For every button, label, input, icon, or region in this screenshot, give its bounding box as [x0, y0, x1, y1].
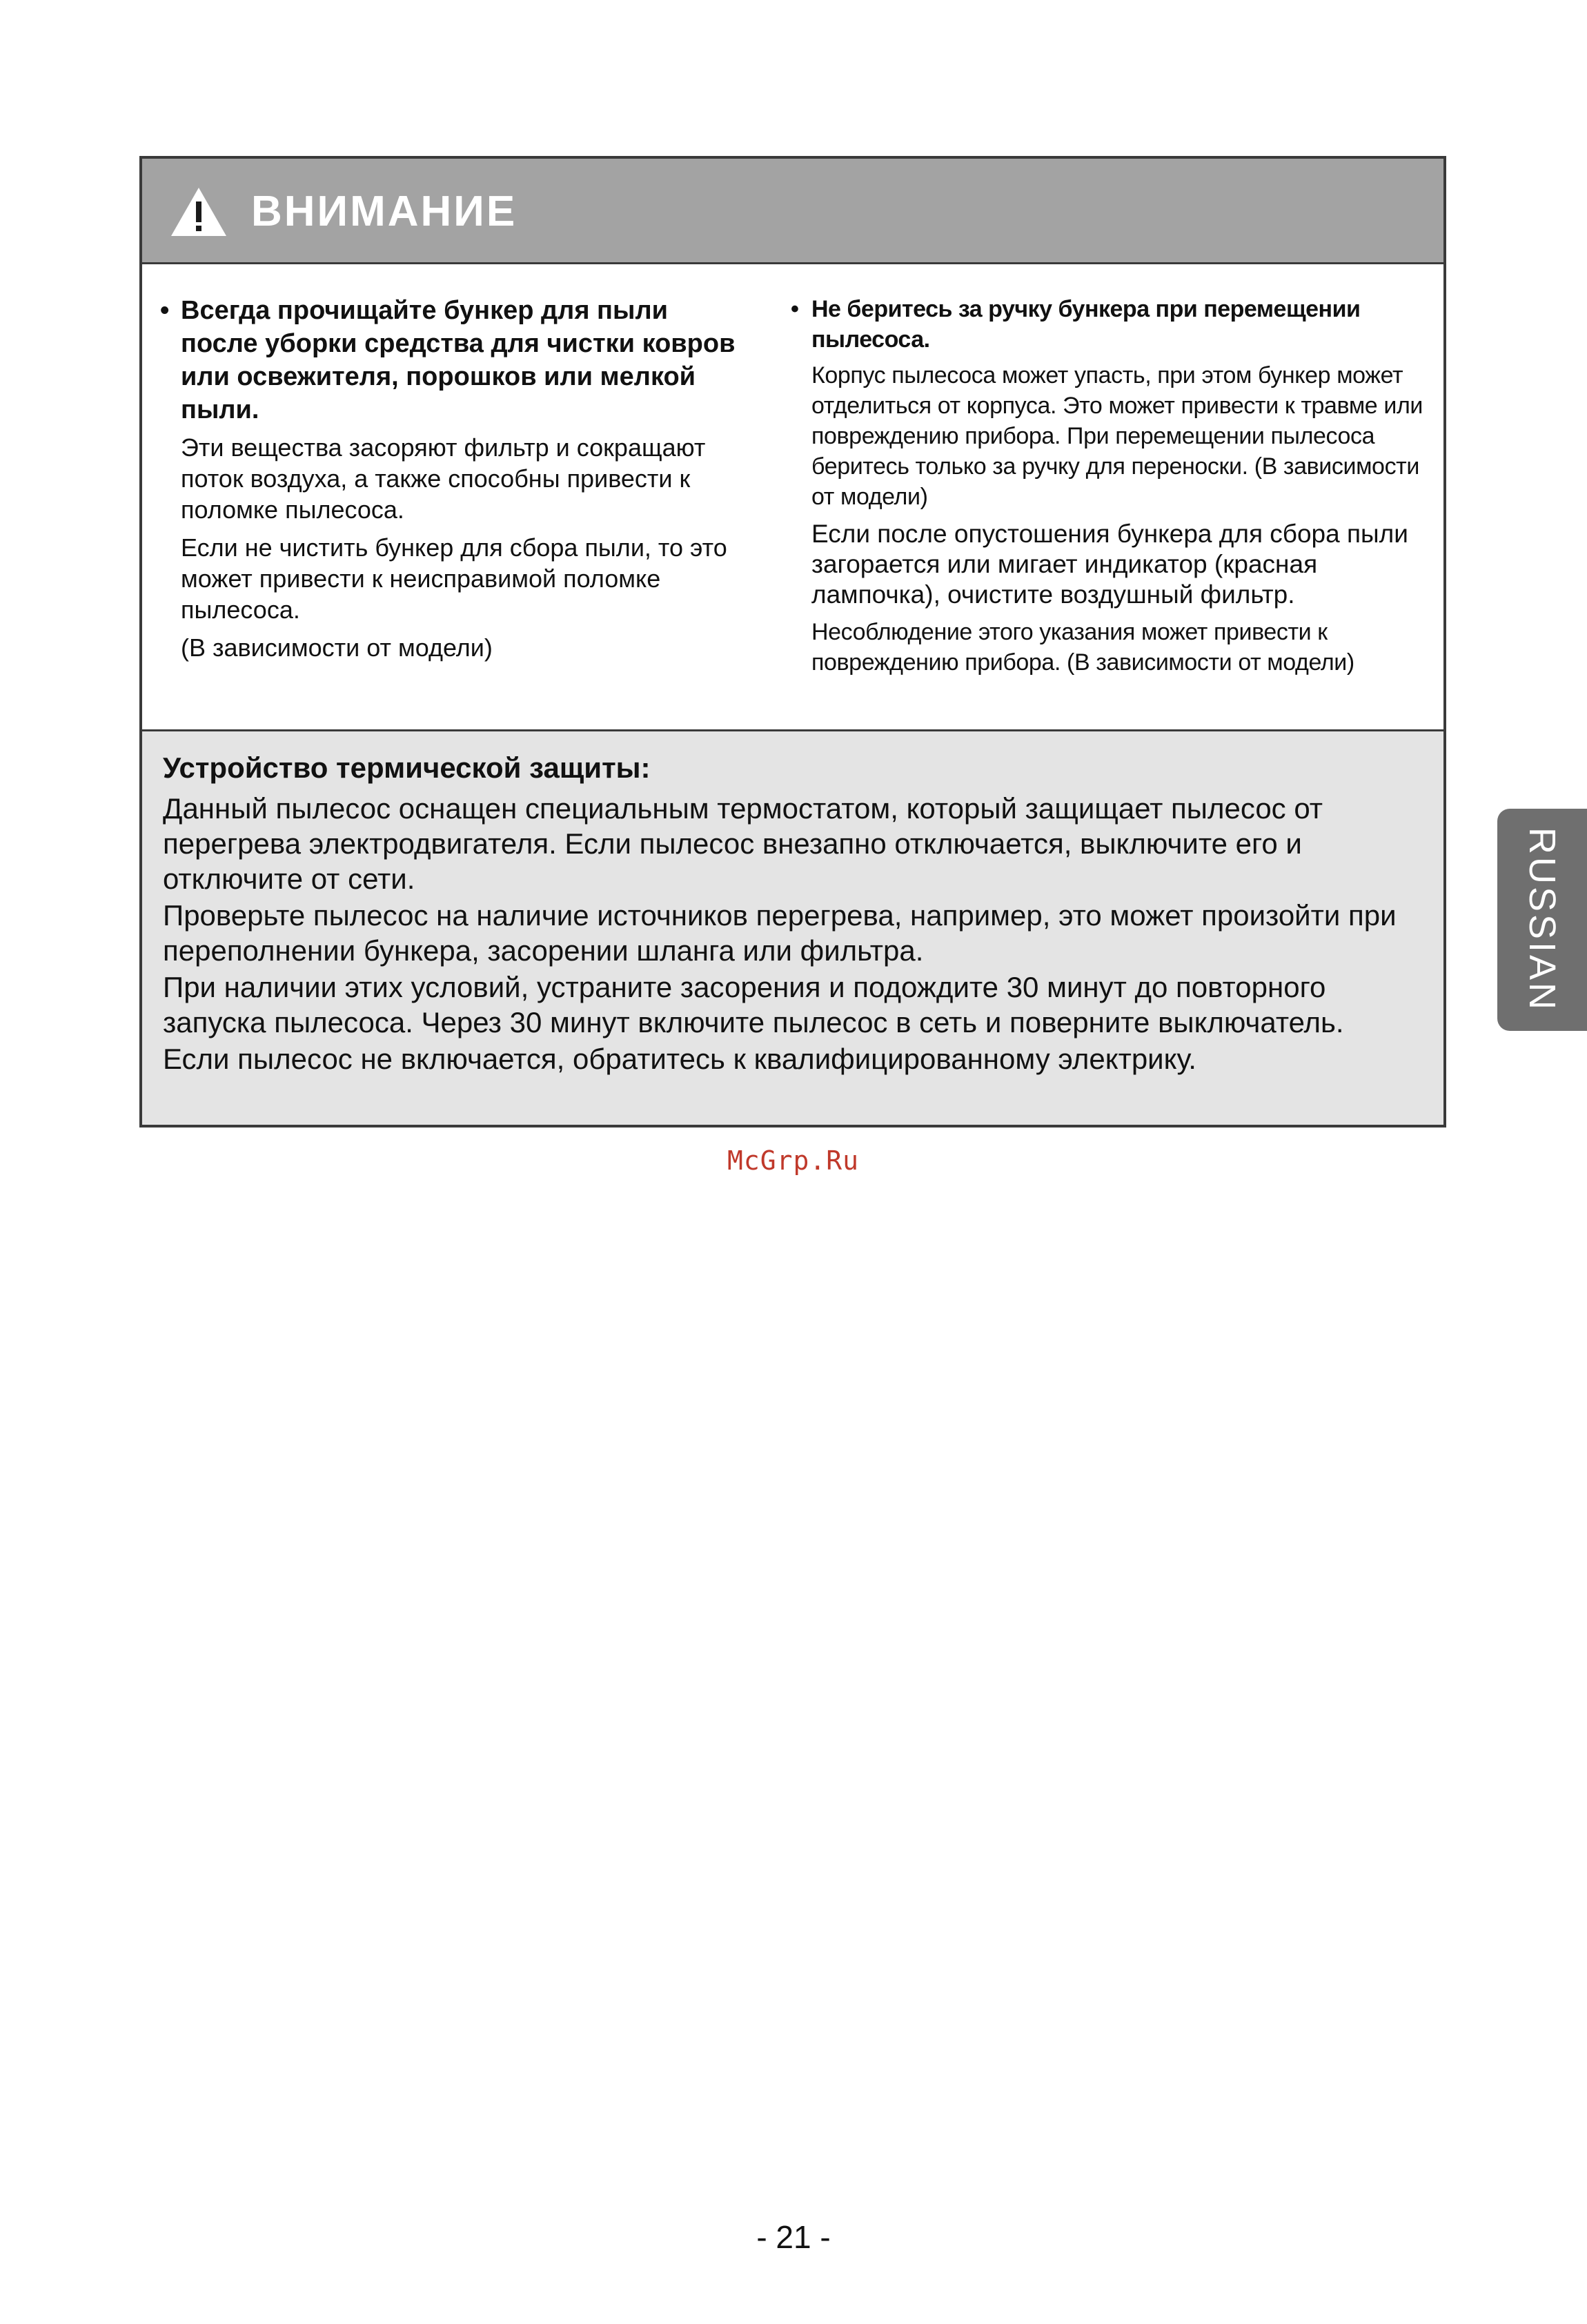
warning-left-paragraph: (В зависимости от модели)	[181, 633, 493, 662]
warning-left-paragraph: Если не чистить бункер для сбора пыли, то это может привести к неисправимой поломке пылесоса.	[181, 533, 727, 624]
language-tab-label: RUSSIAN	[1521, 827, 1563, 1013]
warning-right-paragraph: Корпус пылесоса может упасть, при этом бункер может отделиться от корпуса. Это может привести к травме или повреждению прибора. При перемещении пылесоса беритесь только за ручку для переноски. (В зависимости от модели)	[811, 362, 1423, 510]
bullet-icon: •	[160, 296, 170, 325]
warning-box	[139, 156, 1446, 1127]
thermal-paragraph: При наличии этих условий, устраните засорения и подождите 30 минут до повторного запуска пылесоса. Через 30 минут включите пылесос в сеть и поверните выключатель.	[163, 971, 1344, 1038]
watermark-link[interactable]: McGrp.Ru	[727, 1145, 860, 1176]
warning-right-heading: • Не беритесь за ручку бункера при перемещении пылесоса.	[791, 294, 1439, 355]
thermal-title: Устройство термической защиты:	[163, 751, 651, 784]
warning-header	[142, 159, 1443, 264]
language-tab	[1497, 809, 1587, 1031]
warning-left-paragraph: Эти вещества засоряют фильтр и сокращают поток воздуха, а также способны привести к поломке пылесоса.	[181, 433, 706, 524]
thermal-paragraph: Данный пылесос оснащен специальным термостатом, который защищает пылесос от перегрева электродвигателя. Если пылесос внезапно отключается, выключите его и отключите от сети.	[163, 792, 1323, 895]
thermal-body	[163, 791, 1419, 1078]
warning-left-column	[160, 294, 747, 670]
warning-right-paragraph: Несоблюдение этого указания может привести к повреждению прибора. (В зависимости от модели)	[811, 619, 1354, 676]
bullet-icon: •	[791, 296, 799, 322]
thermal-paragraph: Проверьте пылесос на наличие источников перегрева, например, это может произойти при переполнении бункера, засорении шланга или фильтра.	[163, 899, 1397, 967]
page-number: - 21 -	[756, 2219, 831, 2255]
warning-title: ВНИМАНИЕ	[251, 188, 518, 235]
warning-right-paragraph: Если после опустошения бункера для сбора пыли загорается или мигает индикатор (красная лампочка), очистите воздушный фильтр.	[811, 520, 1408, 609]
thermal-protection-section	[142, 729, 1443, 1125]
warning-triangle-icon	[170, 186, 228, 237]
thermal-paragraph: Если пылесос не включается, обратитесь к квалифицированному электрику.	[163, 1043, 1196, 1075]
warning-right-column	[791, 294, 1439, 685]
warning-left-heading: • Всегда прочищайте бункер для пыли после уборки средства для чистки ковров или освежителя, порошков или мелкой пыли.	[160, 294, 747, 426]
